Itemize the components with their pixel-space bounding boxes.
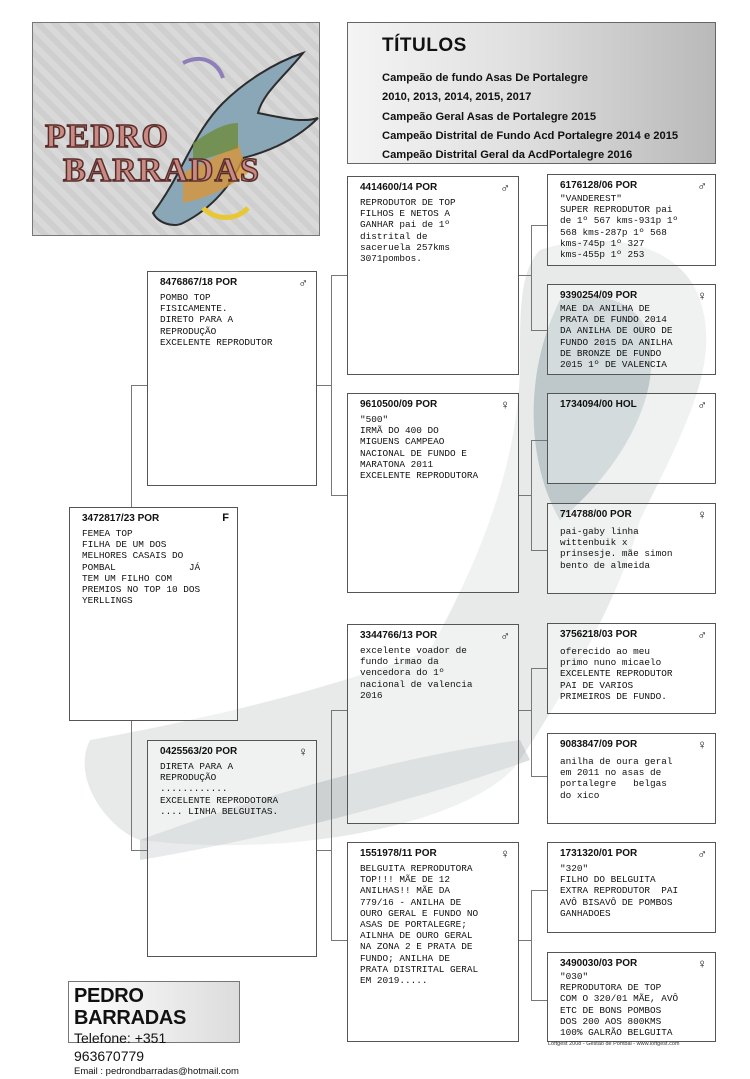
ring-number: 1731320/01 POR (560, 848, 638, 859)
connector-line (331, 940, 347, 941)
male-icon: ♂ (697, 627, 707, 642)
pigeon-description: "320" FILHO DO BELGUITA EXTRA REPRODUTOR PAI AVÔ BISAVÔ DE POMBOS GANHADOES (560, 863, 679, 919)
connector-line (331, 495, 347, 496)
pigeon-description: excelente voador de fundo irmao da vencedora do 1º nacional de valencia 2016 (360, 645, 473, 701)
male-icon: ♂ (500, 628, 510, 643)
ring-number: 1551978/11 POR (360, 848, 437, 859)
connector-line (531, 890, 532, 1000)
pigeon-description: oferecido ao meu primo nuno micaelo EXCELENTE REPRODUTOR PAI DE VARIOS PRIMEIROS DE FUNDO. (560, 646, 673, 702)
connector-line (331, 275, 332, 495)
ring-number: 9610500/09 POR (360, 399, 438, 410)
male-icon: ♂ (697, 846, 707, 861)
ring-number: 9390254/09 POR (560, 290, 638, 301)
female-icon: ♀ (697, 288, 707, 303)
connector-line (531, 550, 547, 551)
connector-line (518, 940, 532, 941)
connector-line (131, 720, 132, 850)
connector-line (316, 850, 332, 851)
ring-number: 1734094/00 HOL (560, 399, 637, 410)
sire-sire-card (347, 176, 519, 375)
subject-pigeon-card (69, 507, 238, 721)
ring-number: 0425563/20 POR (160, 746, 238, 757)
sire-card (147, 271, 317, 486)
connector-line (531, 668, 532, 776)
pigeon-description: "030" REPRODUTORA DE TOP COM O 320/01 MÃE, AVÔ ETC DE BONS POMBOS DOS 200 AOS 800KMS 100% GALRÃO BELGUITA (560, 971, 679, 1039)
connector-line (331, 710, 332, 940)
female-icon: ♀ (298, 744, 308, 759)
connector-line (518, 495, 532, 496)
connector-line (531, 440, 547, 441)
sex-marker: F (222, 512, 229, 524)
title-line: Campeão de fundo Asas De Portalegre (382, 72, 588, 84)
connector-line (531, 776, 547, 777)
ring-number: 6176128/06 POR (560, 180, 638, 191)
connector-line (131, 385, 147, 386)
connector-line (531, 225, 547, 226)
logo-text-line2: BARRADAS (63, 152, 260, 189)
contact-card (68, 981, 240, 1077)
dam-card (147, 740, 317, 957)
breeder-name: PEDRO BARRADAS (74, 985, 187, 1029)
female-icon: ♀ (697, 507, 707, 522)
titles-panel (347, 22, 716, 164)
connector-line (131, 385, 132, 508)
pigeon-description: POMBO TOP FISICAMENTE. DIRETO PARA A REPRODUÇÃO EXCELENTE REPRODUTOR (160, 292, 273, 348)
male-icon: ♂ (298, 275, 308, 290)
connector-line (331, 710, 347, 711)
logo-text-line1: PEDRO (45, 118, 169, 155)
title-line: Campeão Distrital de Fundo Acd Portalegre 2014 e 2015 (382, 129, 679, 142)
connector-line (316, 385, 332, 386)
female-icon: ♀ (697, 956, 707, 971)
ring-number: 714788/00 POR (560, 509, 632, 520)
connector-line (531, 440, 532, 550)
connector-line (331, 275, 347, 276)
pigeon-description: "VANDEREST" SUPER REPRODUTOR pai de 1º 567 kms-931p 1º 568 kms-287p 1º 568 kms-745p 1º 327 kms-455p 1º 253 (560, 193, 679, 261)
sire-dam-card (347, 393, 519, 593)
pigeon-description: BELGUITA REPRODUTORA TOP!!! MÃE DE 12 ANILHAS!! MÃE DA 779/16 - ANILHA DE OURO GERAL E FUNDO NO ASAS DE PORTALEGRE; AILNHA DE OURO GERAL NA ZONA 2 E PRATA DE FUNDO; ANILHA DE PRATA DISTRITAL GERAL EM 2019..... (360, 863, 479, 987)
connector-line (531, 1000, 547, 1001)
software-credit: Loftgest 2008 - Gestão de Pombal - www.loftgest.com (548, 1041, 680, 1047)
pigeon-description: DIRETA PARA A REPRODUÇÃO ............ EXCELENTE REPRODOTORA .... LINHA BELGUITAS. (160, 761, 279, 817)
great-grandparent-card (547, 842, 716, 933)
ring-number: 3344766/13 POR (360, 630, 438, 641)
connector-line (518, 275, 532, 276)
ring-number: 3756218/03 POR (560, 629, 638, 640)
title-line: Campeão Geral Asas de Portalegre 2015 (382, 110, 597, 123)
female-icon: ♀ (500, 397, 510, 412)
pigeon-description: anilha de oura geral em 2011 no asas de portalegre belgas do xico (560, 756, 673, 801)
great-grandparent-card (547, 174, 716, 266)
great-grandparent-card (547, 733, 716, 824)
pigeon-description: REPRODUTOR DE TOP FILHOS E NETOS A GANHAR pai de 1º distrital de saceruela 257kms 3071pombos. (360, 197, 456, 265)
connector-line (531, 330, 547, 331)
male-icon: ♂ (500, 180, 510, 195)
titles-heading: TÍTULOS (382, 35, 467, 56)
great-grandparent-card (547, 393, 716, 484)
great-grandparent-card (547, 284, 716, 375)
ring-number: 9083847/09 POR (560, 739, 638, 750)
phone-number: Telefone: +351 963670779 (74, 1030, 167, 1064)
pigeon-description: MAE DA ANILHA DE PRATA DE FUNDO 2014 DA ANILHA DE OURO DE FUNDO 2015 DA ANILHA DE BRONZE DE FUNDO 2015 1º DE VALENCIA (560, 303, 673, 371)
ring-number: 3490030/03 POR (560, 958, 638, 969)
dam-sire-card (347, 624, 519, 824)
connector-line (131, 850, 147, 851)
email-address: Email : pedrondbarradas@hotmail.com (74, 1066, 239, 1077)
connector-line (531, 668, 547, 669)
great-grandparent-card (547, 952, 716, 1042)
pigeon-description: pai-gaby linha wittenbuik x prinsesje. mãe simon bento de almeida (560, 526, 673, 571)
pigeon-description: "500" IRMÃ DO 400 DO MIGUENS CAMPEAO NACIONAL DE FUNDO E MARATONA 2011 EXCELENTE REPRODUTORA (360, 414, 479, 482)
logo (32, 22, 320, 236)
male-icon: ♂ (697, 178, 707, 193)
female-icon: ♀ (500, 846, 510, 861)
pigeon-description: FEMEA TOP FILHA DE UM DOS MELHORES CASAIS DO POMBAL JÁ TEM UM FILHO COM PREMIOS NO TOP 10 DOS YERLLINGS (82, 528, 201, 607)
connector-line (518, 710, 532, 711)
connector-line (531, 890, 547, 891)
male-icon: ♂ (697, 397, 707, 412)
connector-line (531, 225, 532, 330)
great-grandparent-card (547, 623, 716, 714)
dam-dam-card (347, 842, 519, 1042)
title-line: 2010, 2013, 2014, 2015, 2017 (382, 91, 532, 104)
female-icon: ♀ (697, 737, 707, 752)
title-line: Campeão Distrital Geral da AcdPortalegre 2016 (382, 149, 633, 162)
ring-number: 8476867/18 POR (160, 277, 238, 288)
ring-number: 3472817/23 POR (82, 513, 160, 524)
great-grandparent-card (547, 503, 716, 594)
ring-number: 4414600/14 POR (360, 182, 438, 193)
